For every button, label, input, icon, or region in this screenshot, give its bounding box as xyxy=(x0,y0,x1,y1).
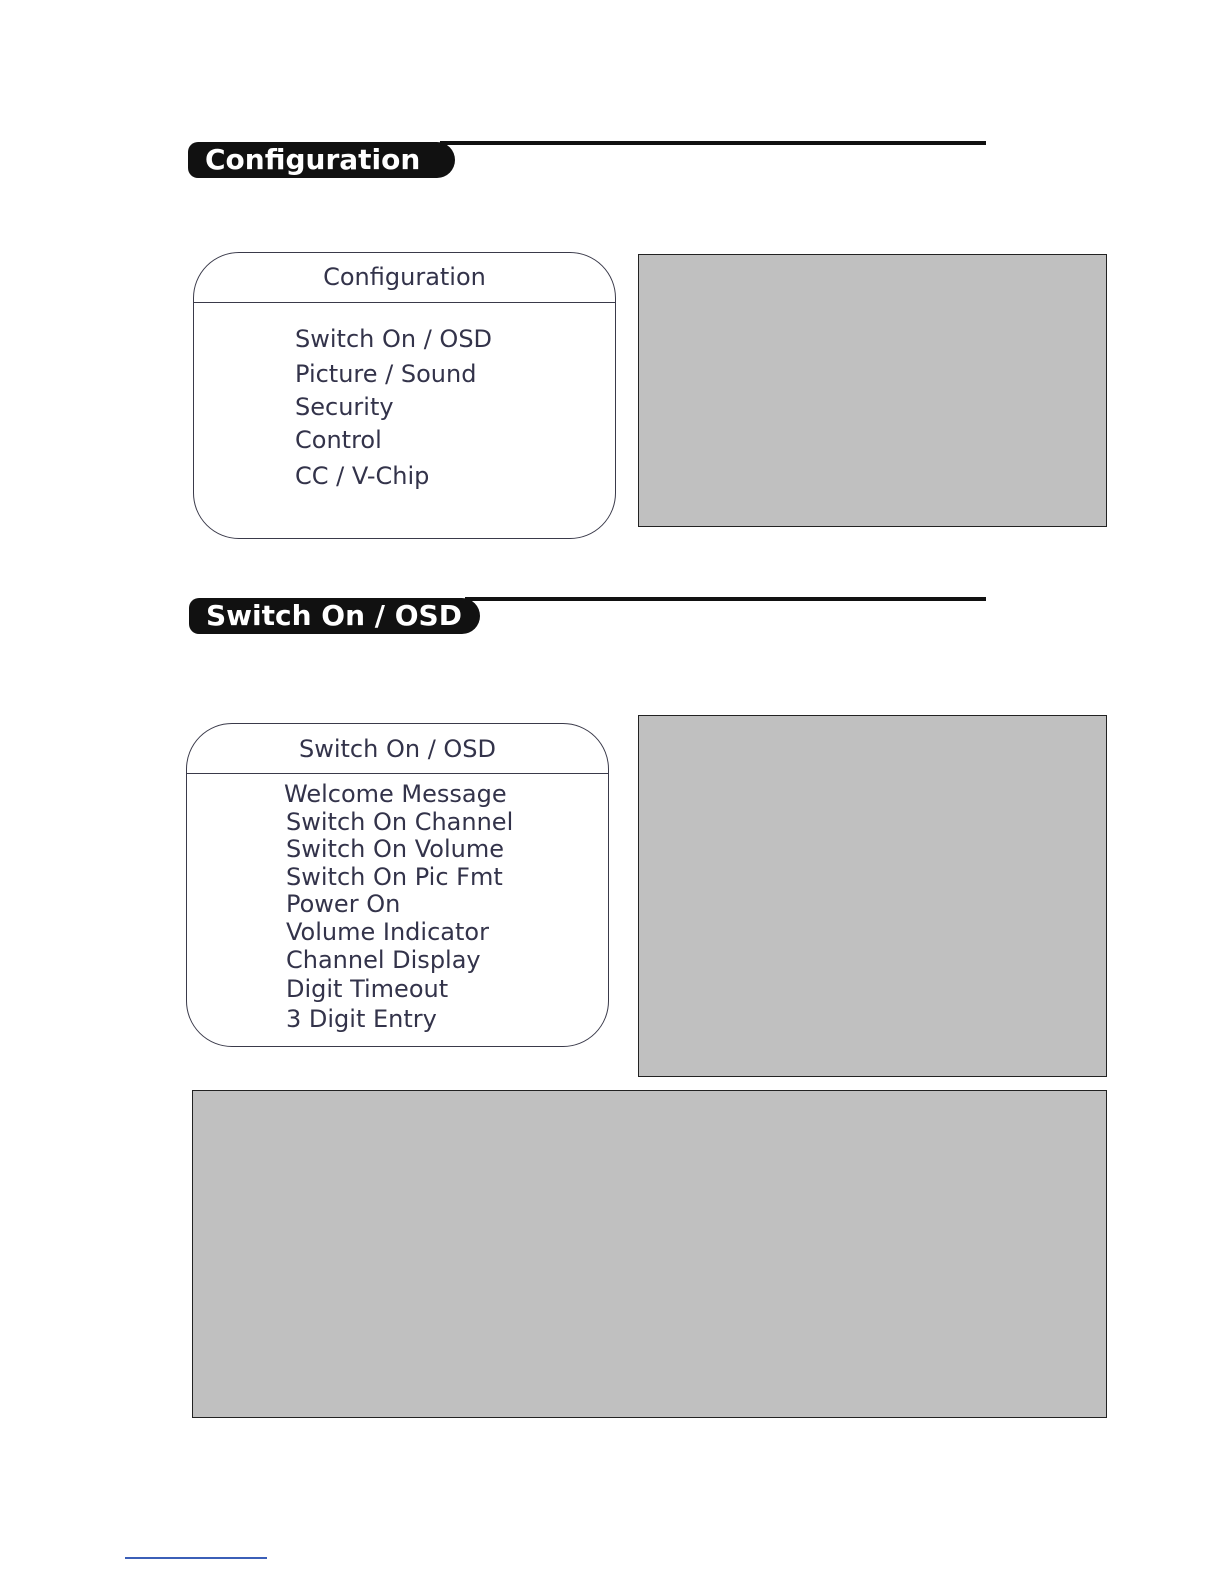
section-rule-configuration xyxy=(440,141,986,145)
section-heading-configuration: Configuration xyxy=(188,142,455,178)
configuration-menu-list xyxy=(295,325,492,496)
switch-on-osd-menu-title: Switch On / OSD xyxy=(298,735,497,763)
switch-on-osd-menu xyxy=(186,723,609,1047)
menu-item-switch-on-channel[interactable]: Switch On Channel xyxy=(286,808,514,836)
switch-on-osd-menu-list xyxy=(284,780,513,1033)
switch-on-osd-description-panel xyxy=(638,715,1107,1077)
menu-item-security[interactable]: Security xyxy=(295,393,394,421)
menu-item-picture-sound[interactable]: Picture / Sound xyxy=(295,360,477,388)
menu-item-switch-on-osd[interactable]: Switch On / OSD xyxy=(295,325,493,353)
section-rule-switch-on-osd xyxy=(465,597,986,601)
configuration-menu-divider xyxy=(194,302,615,303)
section-heading-switch-on-osd: Switch On / OSD xyxy=(189,598,480,634)
menu-item-switch-on-pic-fmt[interactable]: Switch On Pic Fmt xyxy=(286,863,503,891)
menu-item-switch-on-volume[interactable]: Switch On Volume xyxy=(286,835,504,863)
menu-item-3-digit-entry[interactable]: 3 Digit Entry xyxy=(286,1005,437,1033)
configuration-menu-title: Configuration xyxy=(323,263,486,291)
menu-item-channel-display[interactable]: Channel Display xyxy=(286,946,481,974)
menu-item-control[interactable]: Control xyxy=(295,426,382,454)
switch-on-osd-details-panel xyxy=(192,1090,1107,1418)
menu-item-cc-v-chip[interactable]: CC / V-Chip xyxy=(295,462,430,490)
menu-item-volume-indicator[interactable]: Volume Indicator xyxy=(286,918,489,946)
switch-on-osd-menu-divider xyxy=(187,773,608,774)
menu-item-power-on[interactable]: Power On xyxy=(286,890,401,918)
footer-link-rule xyxy=(125,1557,267,1559)
menu-item-welcome-message[interactable]: Welcome Message xyxy=(284,780,507,808)
configuration-menu xyxy=(193,252,616,539)
menu-item-digit-timeout[interactable]: Digit Timeout xyxy=(286,975,449,1003)
configuration-description-panel xyxy=(638,254,1107,527)
